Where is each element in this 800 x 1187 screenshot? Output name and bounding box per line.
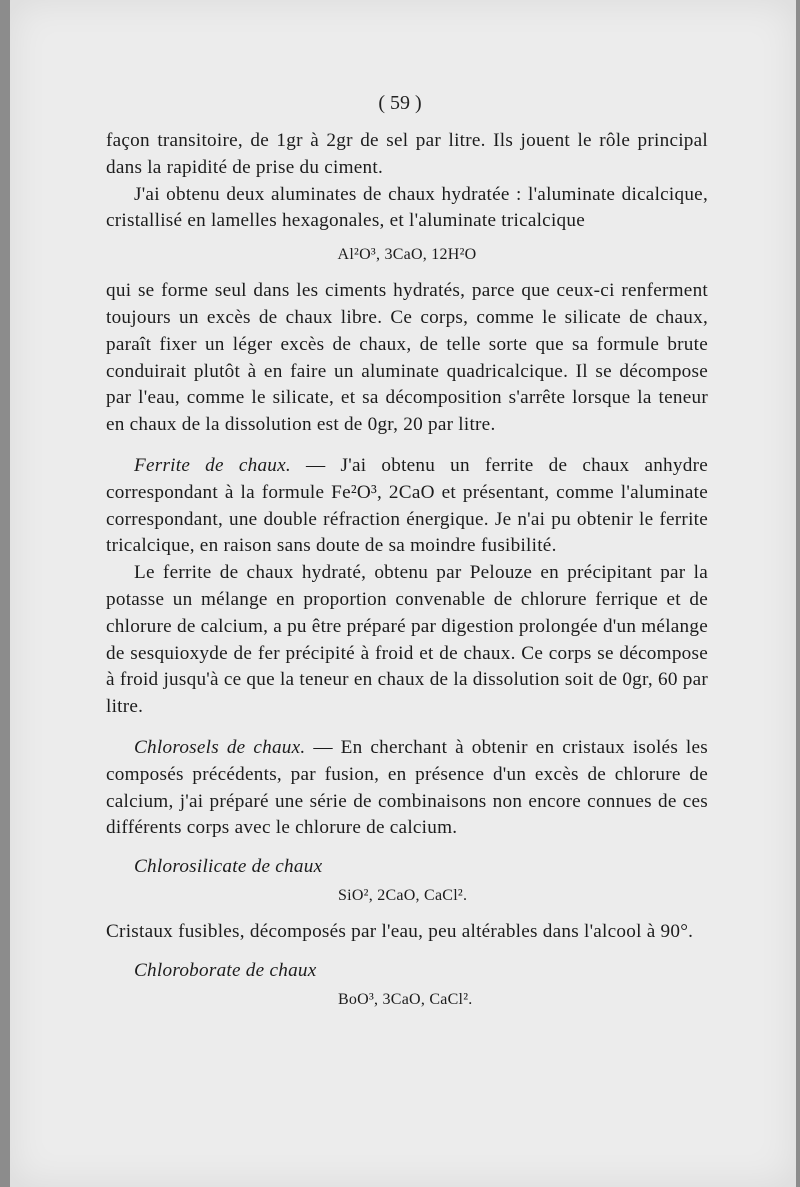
- paragraph-ferrite: [106, 453, 708, 560]
- page-number: ( 59 ): [378, 92, 422, 114]
- body-text: [106, 128, 708, 1023]
- chlorosels-title: Chlorosels de chaux.: [134, 736, 306, 758]
- formula-aluminate: Al²O³, 3CaO, 12H²O: [337, 246, 477, 264]
- paragraph-2: J'ai obtenu deux aluminates de chaux hydratée : l'aluminate dicalcique, cristallisé en lamelles hexagonales, et l'aluminate tricalcique: [106, 183, 708, 232]
- heading-chloroborate: Chloroborate de chaux: [134, 959, 317, 981]
- formula-chloroborate: BoO³, 3CaO, CaCl².: [338, 990, 473, 1008]
- formula-chlorosilicate: SiO², 2CaO, CaCl².: [338, 886, 468, 904]
- ferrite-text: — J'ai obtenu un ferrite de chaux anhydre correspondant à la formule Fe²O³, 2CaO et présentant, comme l'aluminate correspondant, une double réfraction énergique. Je n'ai pu obtenir le ferrite tricalcique, en raison sans doute de sa moindre fusibilité.: [106, 454, 708, 557]
- ferrite-title: Ferrite de chaux.: [134, 454, 291, 476]
- paragraph-1: façon transitoire, de 1gr à 2gr de sel par litre. Ils jouent le rôle principal dans la rapidité de prise du ciment.: [106, 130, 708, 178]
- paragraph-7: Cristaux fusibles, décomposés par l'eau, peu altérables dans l'alcool à 90°.: [106, 920, 694, 942]
- paragraph-5: Le ferrite de chaux hydraté, obtenu par Pelouze en précipitant par la potasse un mélange en proportion convenable de chlorure ferrique et de chlorure de calcium, a pu être préparé par digestion prolongée d'un mélange de sesquioxyde de fer précipité à froid et de chaux. Ce corps se décompose à froid jusqu'à ce que la teneur en chaux de la dissolution soit de 0gr, 60 par litre.: [106, 562, 708, 718]
- chlorosels-text: — En cherchant à obtenir en cristaux isolés les composés précédents, par fusion, en présence d'un excès de chlorure de calcium, j'ai préparé une série de combinaisons non encore connues de ces différents corps avec le chlorure de calcium.: [106, 736, 708, 839]
- paragraph-chlorosels: [106, 735, 708, 842]
- paragraph-3: qui se forme seul dans les ciments hydratés, parce que ceux-ci renferment toujours un excès de chaux libre. Ce corps, comme le silicate de chaux, paraît fixer un léger excès de chaux, de telle sorte que sa formule brute conduirait plutôt à en faire un aluminate quadricalcique. Il se décompose par l'eau, comme le silicate, et sa décomposition s'arrête lorsque la teneur en chaux de la dissolution est de 0gr, 20 par litre.: [106, 280, 708, 436]
- heading-chlorosilicate: Chlorosilicate de chaux: [134, 856, 323, 878]
